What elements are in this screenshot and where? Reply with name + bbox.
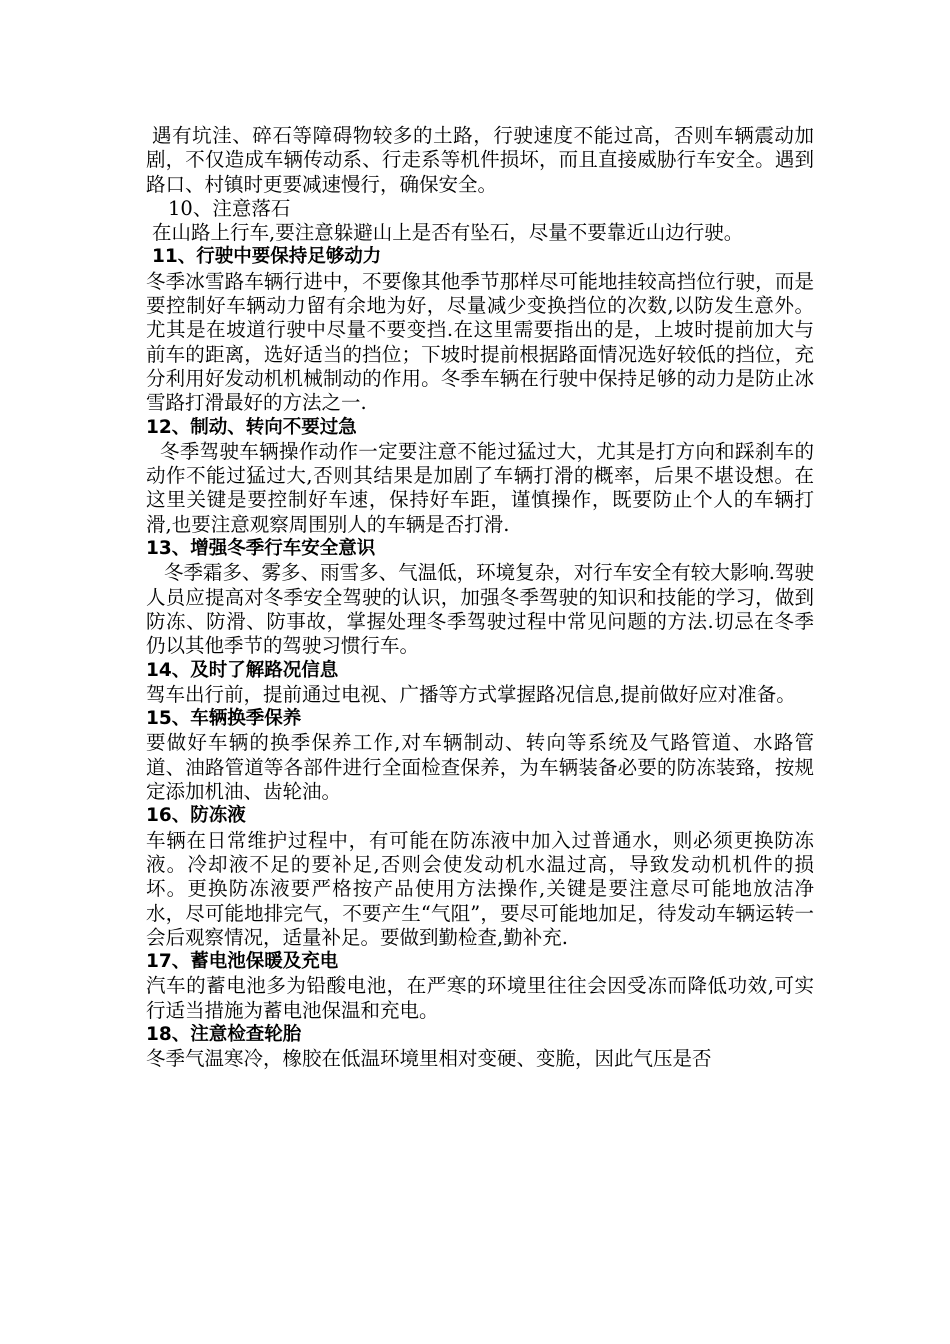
section-heading: 11、行驶中要保持足够动力	[152, 246, 382, 268]
body-paragraph: 冬季冰雪路车辆行进中，不要像其他季节那样尽可能地挂较高挡位行驶，而是要控制好车辆动力留有余地为好，尽量减少变换挡位的次数,以防发生意外。尤其是在坡道行驶中尽量不要变挡.在这里需要指出的是，上坡时提前加大与前车的距离，选好适当的挡位；下坡时提前根据路面情况选好较低的挡位，充分利用好发动机机械制动的作用。冬季车辆在行驶中保持足够的动力是防止冰雪路打滑最好的方法之一.	[146, 269, 814, 415]
body-paragraph: 车辆在日常维护过程中，有可能在防冻液中加入过普通水，则必须更换防冻液。冷却液不足的要补足,否则会使发动机水温过高，导致发动机机件的损坏。更换防冻液要严格按产品使用方法操作,关键是要注意尽可能地放洁净水，尽可能地排完气，不要产生“气阻”，要尽可能地加足，待发动车辆运转一会后观察情况，适量补足。要做到勤检查,勤补充.	[146, 828, 814, 949]
section-heading: 13、增强冬季行车安全意识	[146, 538, 376, 560]
body-paragraph: 汽车的蓄电池多为铅酸电池，在严寒的环境里往往会因受冻而降低功效,可实行适当措施为蓄电池保温和充电。	[146, 974, 814, 1022]
body-paragraph: 遇有坑洼、碎石等障碍物较多的土路，行驶速度不能过高，否则车辆震动加剧，不仅造成车辆传动系、行走系等机件损坏，而且直接威胁行车安全。遇到路口、村镇时更要减速慢行，确保安全。	[146, 124, 814, 196]
document-body	[146, 124, 814, 1072]
body-paragraph: 冬季驾驶车辆操作动作一定要注意不能过猛过大，尤其是打方向和踩刹车的动作不能过猛过大,否则其结果是加剧了车辆打滑的概率，后果不堪设想。在这里关键是要控制好车速，保持好车距，谨慎操作，既要防止个人的车辆打滑,也要注意观察周围别人的车辆是否打滑.	[146, 439, 814, 536]
body-paragraph: 要做好车辆的换季保养工作,对车辆制动、转向等系统及气路管道、水路管道、油路管道等各部件进行全面检查保养，为车辆装备必要的防冻装臵，按规定添加机油、齿轮油。	[146, 731, 814, 804]
body-paragraph: 冬季气温寒冷，橡胶在低温环境里相对变硬、变脆，因此气压是否	[146, 1047, 712, 1071]
section-heading: 16、防冻液	[146, 805, 246, 827]
section-heading: 17、蓄电池保暖及充电	[146, 951, 339, 973]
body-paragraph: 10、注意落石	[168, 196, 291, 220]
section-heading: 12、制动、转向不要过急	[146, 416, 357, 438]
body-paragraph: 冬季霜多、雾多、雨雪多、气温低，环境复杂，对行车安全有较大影响.驾驶人员应提高对冬季安全驾驶的认识，加强冬季驾驶的知识和技能的学习，做到防冻、防滑、防事故，掌握处理冬季驾驶过程中常见问题的方法.切忌在冬季仍以其他季节的驾驶习惯行车。	[146, 561, 814, 658]
section-heading: 18、注意检查轮胎	[146, 1023, 302, 1045]
body-paragraph: 驾车出行前，提前通过电视、广播等方式掌握路况信息,提前做好应对准备。	[146, 682, 796, 706]
section-heading: 14、及时了解路况信息	[146, 659, 339, 681]
section-heading: 15、车辆换季保养	[146, 708, 302, 730]
body-paragraph: 在山路上行车,要注意躲避山上是否有坠石，尽量不要靠近山边行驶。	[152, 221, 744, 245]
